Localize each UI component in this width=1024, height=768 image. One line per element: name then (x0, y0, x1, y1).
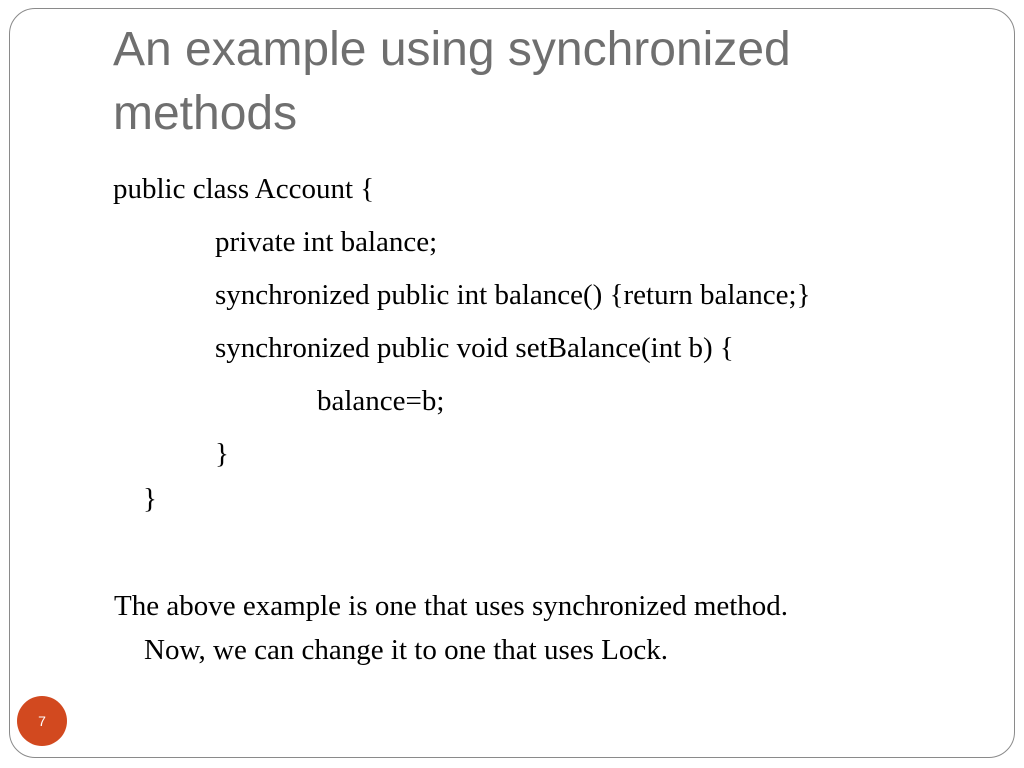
code-line-balance-getter: synchronized public int balance() {return balance;} (215, 279, 811, 311)
note-line-1: The above example is one that uses synchronized method. (114, 590, 789, 622)
code-line-set-balance-signature: synchronized public void setBalance(int b) { (215, 332, 734, 364)
slide-title: An example using synchronized methods (113, 23, 791, 140)
code-line-set-balance-body: balance=b; (317, 385, 445, 417)
note-line-2: Now, we can change it to one that uses Lock. (144, 634, 668, 666)
slide-note (114, 584, 934, 672)
code-line-method-close-brace: } (215, 438, 229, 470)
page-number: 7 (38, 713, 46, 729)
code-line-class-close-brace: } (143, 483, 157, 515)
code-line-balance-field: private int balance; (215, 226, 438, 258)
code-line-class-declaration: public class Account { (113, 173, 375, 205)
page-number-badge (17, 696, 67, 746)
